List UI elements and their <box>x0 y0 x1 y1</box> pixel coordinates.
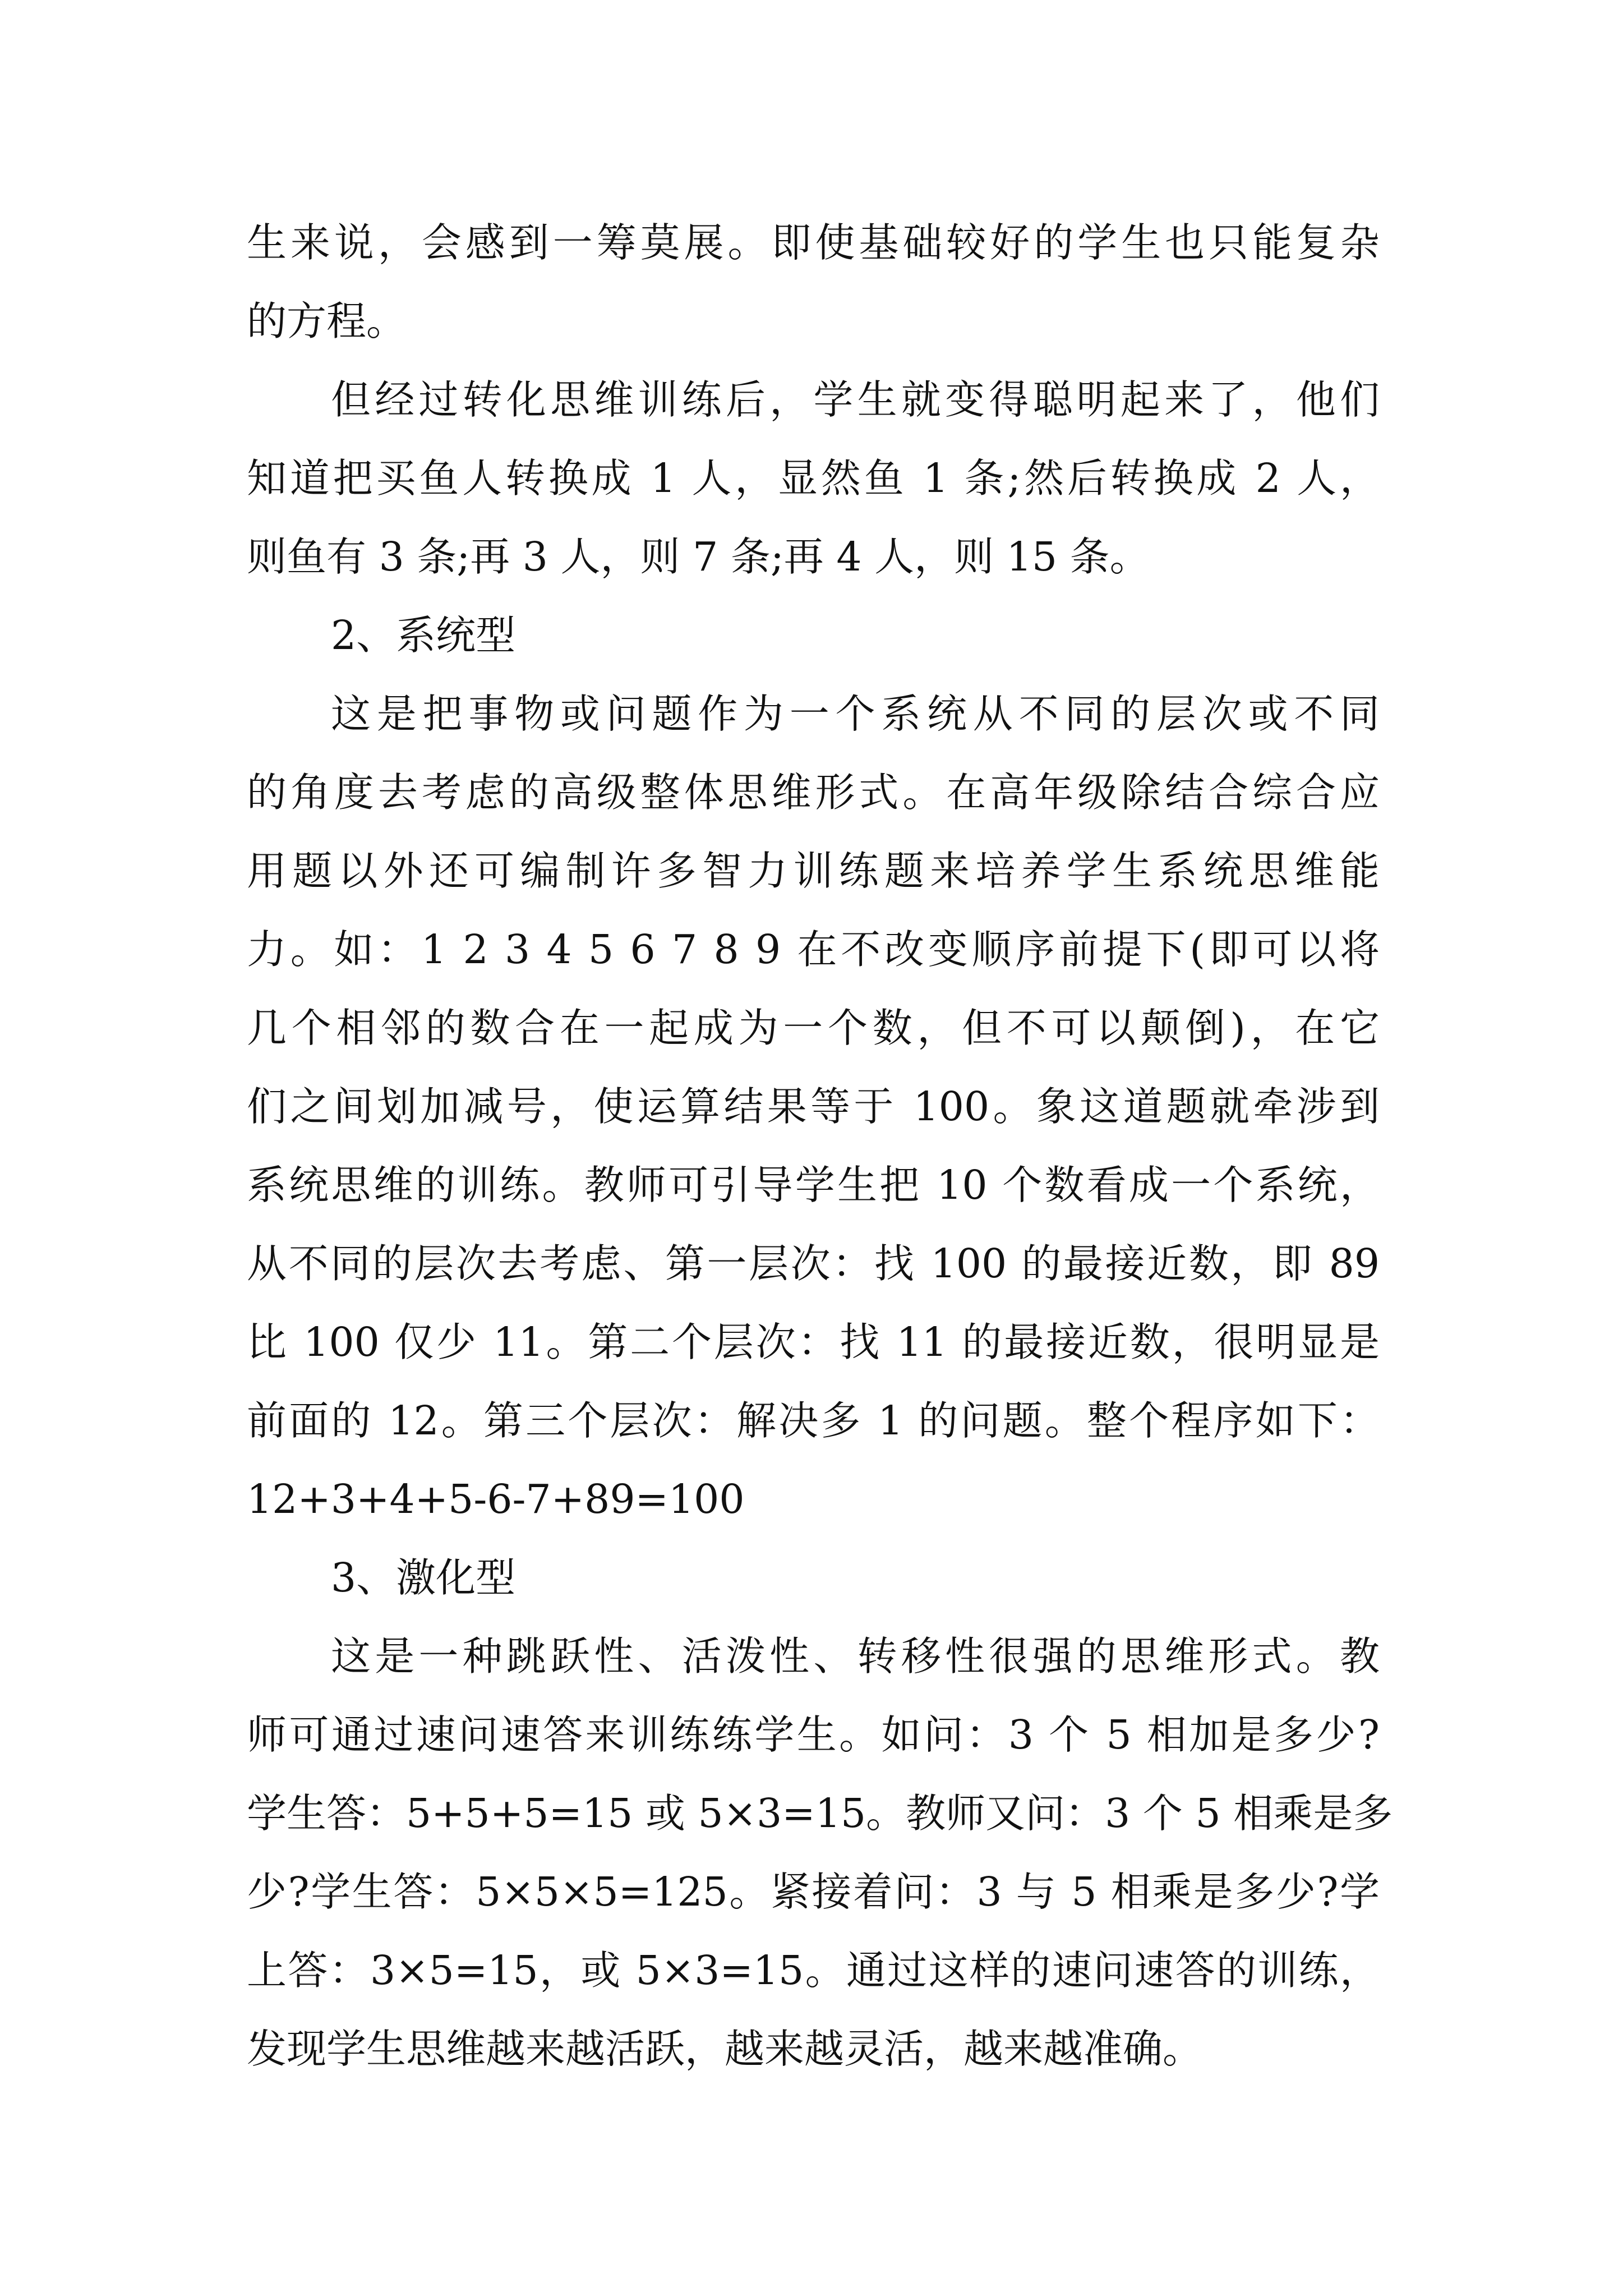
paragraph-line: 生来说，会感到一筹莫展。即使基础较好的学生也只能复杂 <box>247 219 1380 266</box>
paragraph-line: 这是把事物或问题作为一个系统从不同的层次或不同 <box>331 691 1380 737</box>
paragraph-line: 则鱼有 3 条;再 3 人，则 7 条;再 4 人，则 15 条。 <box>247 533 1150 580</box>
paragraph-line: 的方程。 <box>247 298 407 344</box>
paragraph-line: 发现学生思维越来越活跃，越来越灵活，越来越准确。 <box>247 2026 1203 2072</box>
paragraph-line: 力。如：1 2 3 4 5 6 7 8 9 在不改变顺序前提下(即可以将 <box>247 926 1380 973</box>
paragraph-line: 少?学生答：5×5×5=125。紧接着问：3 与 5 相乘是多少?学 <box>247 1869 1380 1915</box>
paragraph-line: 学生答：5+5+5=15 或 5×3=15。教师又问：3 个 5 相乘是多 <box>247 1790 1393 1837</box>
paragraph-line: 知道把买鱼人转换成 1 人，显然鱼 1 条;然后转换成 2 人， <box>247 455 1380 501</box>
paragraph-line: 上答：3×5=15，或 5×3=15。通过这样的速问速答的训练， <box>247 1947 1380 1994</box>
paragraph-line: 这是一种跳跃性、活泼性、转移性很强的思维形式。教 <box>331 1633 1380 1680</box>
paragraph-line: 们之间划加减号，使运算结果等于 100。象这道题就牵涉到 <box>247 1083 1380 1130</box>
paragraph-line: 师可通过速问速答来训练练学生。如问：3 个 5 相加是多少? <box>247 1711 1380 1758</box>
paragraph-line: 用题以外还可编制许多智力训练题来培养学生系统思维能 <box>247 848 1380 894</box>
paragraph-line: 几个相邻的数合在一起成为一个数，但不可以颠倒)，在它 <box>247 1005 1380 1051</box>
paragraph-line: 的角度去考虑的高级整体思维形式。在高年级除结合综合应 <box>247 769 1380 816</box>
paragraph-line: 但经过转化思维训练后，学生就变得聪明起来了，他们 <box>331 376 1380 423</box>
paragraph-line: 系统思维的训练。教师可引导学生把 10 个数看成一个系统， <box>247 1162 1380 1208</box>
section-heading: 3、激化型 <box>331 1554 516 1601</box>
paragraph-line: 前面的 12。第三个层次：解决多 1 的问题。整个程序如下： <box>247 1397 1380 1444</box>
paragraph-line: 比 100 仅少 11。第二个层次：找 11 的最接近数，很明显是 <box>247 1319 1380 1365</box>
equation-line: 12+3+4+5-6-7+89=100 <box>247 1476 745 1522</box>
paragraph-line: 从不同的层次去考虑、第一层次：找 100 的最接近数，即 89 <box>247 1240 1380 1287</box>
section-heading: 2、系统型 <box>331 612 516 659</box>
